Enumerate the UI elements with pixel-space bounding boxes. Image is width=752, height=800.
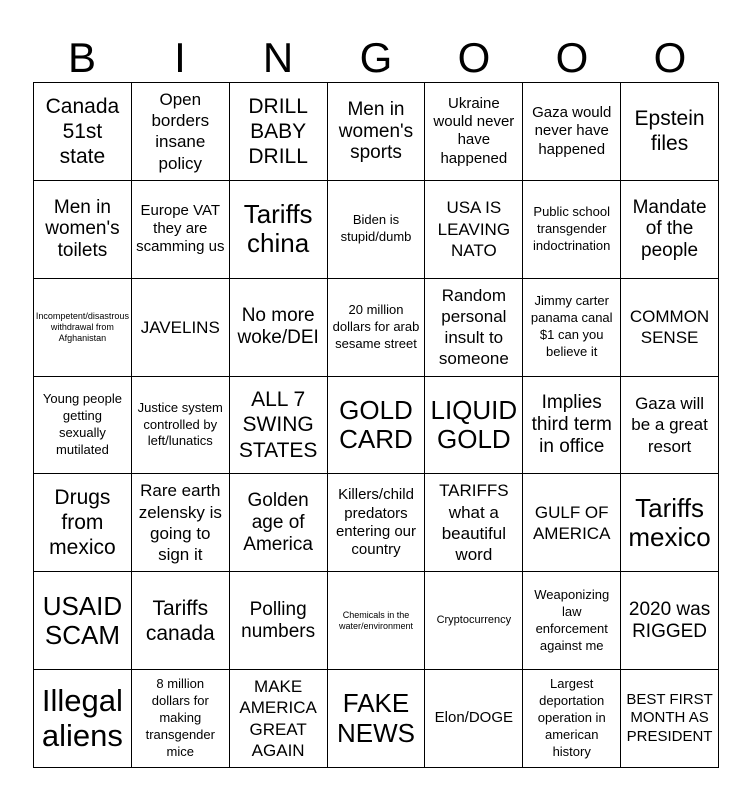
bingo-cell[interactable] bbox=[621, 181, 719, 279]
cell-text: Incompetent/disastrous withdrawal from Afghanistan bbox=[35, 310, 129, 343]
bingo-cell[interactable] bbox=[328, 83, 426, 181]
bingo-cell[interactable] bbox=[230, 474, 328, 572]
cell-text: Tariffs mexico bbox=[628, 492, 711, 552]
header-letter: N bbox=[262, 34, 294, 81]
cell-text: COMMON SENSE bbox=[629, 306, 710, 348]
cell-text: Largest deportation operation in american history bbox=[537, 676, 606, 759]
cell-text: JAVELINS bbox=[140, 317, 220, 337]
bingo-cell[interactable] bbox=[230, 670, 328, 768]
cell-text: Random personal insult to someone bbox=[438, 285, 509, 369]
bingo-cell[interactable] bbox=[34, 670, 132, 768]
bingo-cell[interactable] bbox=[132, 572, 230, 670]
bingo-cell[interactable] bbox=[328, 572, 426, 670]
cell-text: Weaponizing law enforcement against me bbox=[534, 586, 610, 653]
header-letter: B bbox=[67, 34, 96, 81]
cell-text: Cryptocurrency bbox=[436, 613, 512, 626]
cell-text: Public school transgender indoctrination bbox=[533, 203, 611, 253]
bingo-cell[interactable] bbox=[523, 377, 621, 475]
cell-text: BEST FIRST MONTH AS PRESIDENT bbox=[626, 691, 713, 745]
bingo-cell[interactable] bbox=[230, 181, 328, 279]
header-letter: O bbox=[653, 34, 687, 81]
bingo-cell[interactable] bbox=[328, 670, 426, 768]
cell-text: Canada 51st state bbox=[45, 94, 120, 169]
header-letter: O bbox=[457, 34, 491, 81]
bingo-cell[interactable] bbox=[328, 181, 426, 279]
cell-text: GULF OF AMERICA bbox=[532, 502, 611, 543]
cell-text: Mandate of the people bbox=[632, 196, 707, 262]
bingo-cell[interactable] bbox=[621, 572, 719, 670]
bingo-cell[interactable] bbox=[621, 279, 719, 377]
bingo-cell[interactable] bbox=[132, 377, 230, 475]
cell-text: Golden age of America bbox=[243, 490, 313, 555]
cell-text: USAID SCAM bbox=[42, 590, 123, 650]
cell-text: LIQUID GOLD bbox=[430, 394, 518, 454]
header-letter: G bbox=[359, 34, 393, 81]
bingo-cell[interactable] bbox=[523, 670, 621, 768]
cell-text: Epstein files bbox=[634, 107, 705, 156]
bingo-cell[interactable] bbox=[34, 279, 132, 377]
bingo-cell[interactable] bbox=[425, 83, 523, 181]
cell-text: Men in women's sports bbox=[338, 98, 414, 164]
bingo-cell[interactable] bbox=[132, 279, 230, 377]
cell-text: Justice system controlled by left/lunatics bbox=[137, 399, 223, 449]
bingo-cell[interactable] bbox=[425, 670, 523, 768]
cell-text: 8 million dollars for making transgender mice bbox=[145, 676, 215, 759]
cell-text: GOLD CARD bbox=[339, 394, 413, 454]
bingo-cell[interactable] bbox=[328, 377, 426, 475]
bingo-cell[interactable] bbox=[621, 83, 719, 181]
cell-text: Open borders insane policy bbox=[151, 89, 210, 173]
bingo-cell[interactable] bbox=[621, 474, 719, 572]
bingo-cell[interactable] bbox=[425, 279, 523, 377]
cell-text: FAKE NEWS bbox=[336, 688, 415, 748]
bingo-cell[interactable] bbox=[230, 572, 328, 670]
cell-text: Biden is stupid/dumb bbox=[340, 212, 412, 245]
cell-text: Gaza would never have happened bbox=[532, 103, 612, 158]
header-letter: I bbox=[174, 34, 186, 81]
cell-text: MAKE AMERICA GREAT AGAIN bbox=[239, 677, 317, 760]
bingo-cell[interactable] bbox=[523, 474, 621, 572]
bingo-cell[interactable] bbox=[132, 83, 230, 181]
cell-text: Polling numbers bbox=[241, 598, 316, 642]
cell-text: ALL 7 SWING STATES bbox=[238, 388, 318, 462]
bingo-cell[interactable] bbox=[34, 377, 132, 475]
bingo-cell[interactable] bbox=[523, 83, 621, 181]
bingo-cell[interactable] bbox=[621, 670, 719, 768]
cell-text: Tariffs china bbox=[243, 199, 313, 259]
bingo-cell[interactable] bbox=[523, 572, 621, 670]
cell-text: Europe VAT they are scamming us bbox=[136, 201, 225, 256]
bingo-cell[interactable] bbox=[425, 474, 523, 572]
cell-text: DRILL BABY DRILL bbox=[248, 94, 308, 169]
cell-text: Chemicals in the water/environment bbox=[338, 609, 414, 631]
bingo-cell[interactable] bbox=[34, 572, 132, 670]
bingo-cell[interactable] bbox=[34, 181, 132, 279]
cell-text: No more woke/DEI bbox=[237, 305, 319, 349]
cell-text: Illegal aliens bbox=[41, 682, 123, 753]
cell-text: Men in women's toilets bbox=[45, 196, 120, 262]
header-letter: O bbox=[555, 34, 589, 81]
bingo-cell[interactable] bbox=[132, 474, 230, 572]
cell-text: Elon/DOGE bbox=[434, 709, 514, 727]
cell-text: 2020 was RIGGED bbox=[628, 598, 711, 642]
bingo-cell[interactable] bbox=[425, 377, 523, 475]
bingo-cell[interactable] bbox=[425, 181, 523, 279]
bingo-cell[interactable] bbox=[132, 670, 230, 768]
bingo-cell[interactable] bbox=[230, 279, 328, 377]
bingo-grid bbox=[33, 82, 719, 768]
cell-text: 20 million dollars for arab sesame street bbox=[332, 301, 420, 351]
cell-text: TARIFFS what a beautiful word bbox=[439, 481, 509, 565]
cell-text: Gaza will be a great resort bbox=[631, 394, 708, 456]
cell-text: Tariffs canada bbox=[145, 596, 215, 645]
cell-text: USA IS LEAVING NATO bbox=[437, 198, 511, 260]
cell-text: Drugs from mexico bbox=[49, 486, 116, 560]
cell-text: Rare earth zelensky is going to sign it bbox=[138, 481, 222, 565]
bingo-cell[interactable] bbox=[523, 181, 621, 279]
bingo-cell[interactable] bbox=[425, 572, 523, 670]
bingo-cell[interactable] bbox=[328, 279, 426, 377]
cell-text: Implies third term in office bbox=[531, 392, 612, 457]
cell-text: Ukraine would never have happened bbox=[433, 94, 515, 167]
bingo-cell[interactable] bbox=[230, 83, 328, 181]
bingo-cell[interactable] bbox=[621, 377, 719, 475]
cell-text: Killers/child predators entering our country bbox=[335, 486, 417, 559]
bingo-cell[interactable] bbox=[34, 474, 132, 572]
bingo-cell[interactable] bbox=[230, 377, 328, 475]
bingo-cell[interactable] bbox=[132, 181, 230, 279]
cell-text: Young people getting sexually mutilated bbox=[42, 391, 122, 457]
cell-text: Jimmy carter panama canal $1 can you believe it bbox=[530, 293, 613, 360]
bingo-cell[interactable] bbox=[523, 279, 621, 377]
bingo-cell[interactable] bbox=[328, 474, 426, 572]
bingo-header bbox=[33, 34, 719, 82]
bingo-cell[interactable] bbox=[34, 83, 132, 181]
